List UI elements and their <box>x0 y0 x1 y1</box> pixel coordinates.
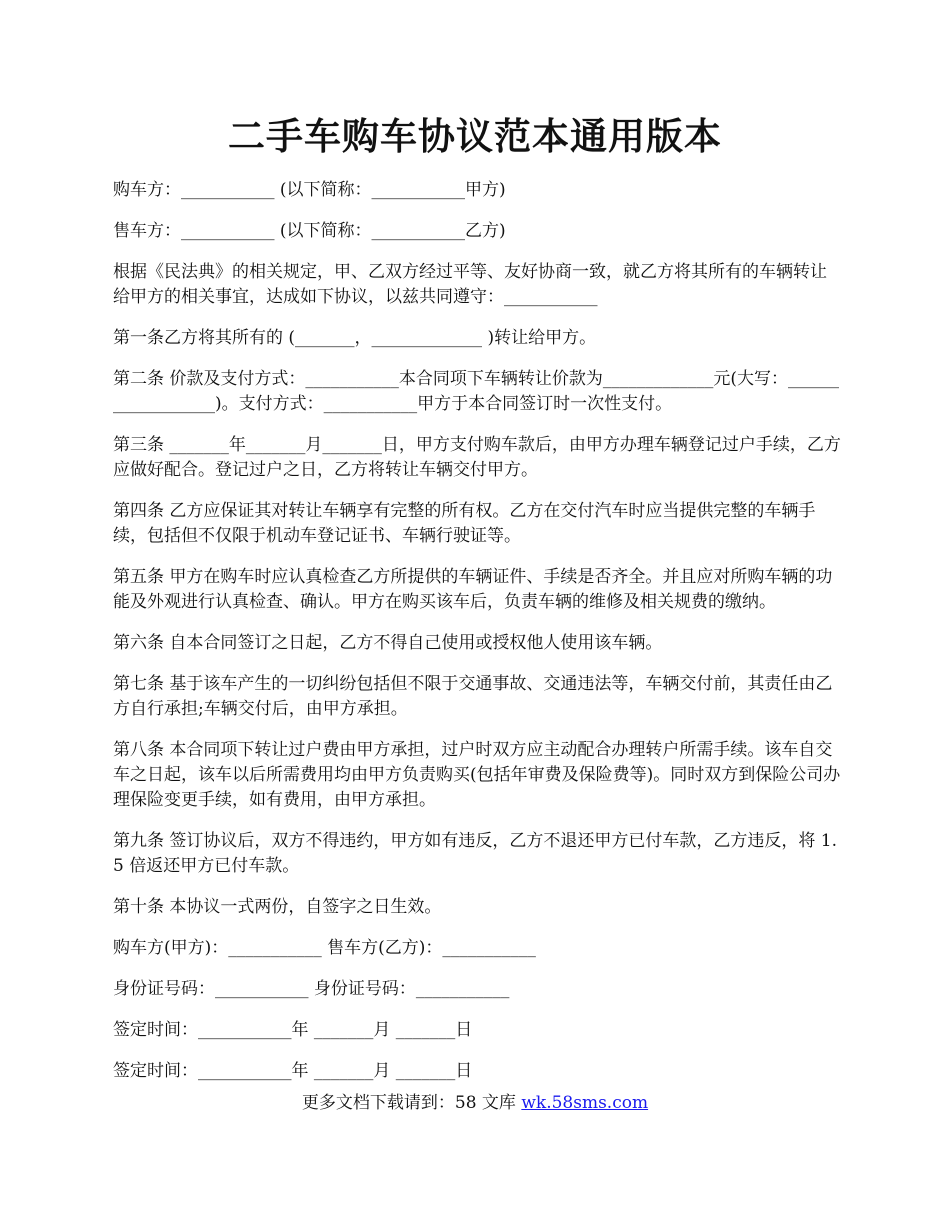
article-3: 第三条 _______年_______月_______日，甲方支付购车款后，由甲方办理车辆登记过户手续，乙方应做好配合。登记过户之日，乙方将转让车辆交付甲方。 <box>113 435 841 480</box>
signing-date-line: 签定时间：___________年 _______月 _______日 <box>113 1020 473 1040</box>
footer-text: 更多文档下载请到：58 文库 <box>301 1093 522 1113</box>
article-1: 第一条乙方将其所有的 (_______，_____________ )转让给甲方。 <box>113 328 597 348</box>
signing-date-line: 签定时间：___________年 _______月 _______日 <box>113 1061 473 1081</box>
article-6: 第六条 自本合同签订之日起，乙方不得自己使用或授权他人使用该车辆。 <box>113 633 663 653</box>
document-body <box>113 178 843 1100</box>
article-4: 第四条 乙方应保证其对转让车辆享有完整的所有权。乙方在交付汽车时应当提供完整的车辆手续，包括但不仅限于机动车登记证书、车辆行驶证等。 <box>113 501 816 546</box>
buyer-line: 购车方：___________ (以下简称：___________甲方) <box>113 180 506 200</box>
signature-parties-line: 购车方(甲方)：___________ 售车方(乙方)：___________ <box>113 938 536 958</box>
id-number-line: 身份证号码：___________ 身份证号码：___________ <box>113 979 510 999</box>
article-9: 第九条 签订协议后，双方不得违约，甲方如有违反，乙方不退还甲方已付车款，乙方违反，将 1.5 倍返还甲方已付车款。 <box>113 831 838 876</box>
preamble-paragraph: 根据《民法典》的相关规定，甲、乙双方经过平等、友好协商一致，就乙方将其所有的车辆转让给甲方的相关事宜，达成如下协议，以兹共同遵守：___________ <box>113 262 827 307</box>
footer <box>0 1091 950 1115</box>
article-8: 第八条 本合同项下转让过户费由甲方承担，过户时双方应主动配合办理转户所需手续。该车自交车之日起，该车以后所需费用均由甲方负责购买(包括年审费及保险费等)。同时双方到保险公司办理保险变更手续，如有费用，由甲方承担。 <box>113 740 841 810</box>
footer-link[interactable]: wk.58sms.com <box>521 1093 649 1113</box>
seller-line: 售车方：___________ (以下简称：___________乙方) <box>113 221 506 241</box>
article-7: 第七条 基于该车产生的一切纠纷包括但不限于交通事故、交通违法等，车辆交付前，其责任由乙方自行承担;车辆交付后，由甲方承担。 <box>113 674 833 719</box>
document-title: 二手车购车协议范本通用版本 <box>228 114 722 158</box>
article-2: 第二条 价款及支付方式：___________本合同项下车辆转让价款为_____________元(大写：__________________)。支付方式：___________甲方于本合同签订时一次性支付。 <box>113 369 840 414</box>
article-5: 第五条 甲方在购车时应认真检查乙方所提供的车辆证件、手续是否齐全。并且应对所购车辆的功能及外观进行认真检查、确认。甲方在购买该车后，负责车辆的维修及相关规费的缴纳。 <box>113 567 833 612</box>
article-10: 第十条 本协议一式两份，自签字之日生效。 <box>113 897 442 917</box>
